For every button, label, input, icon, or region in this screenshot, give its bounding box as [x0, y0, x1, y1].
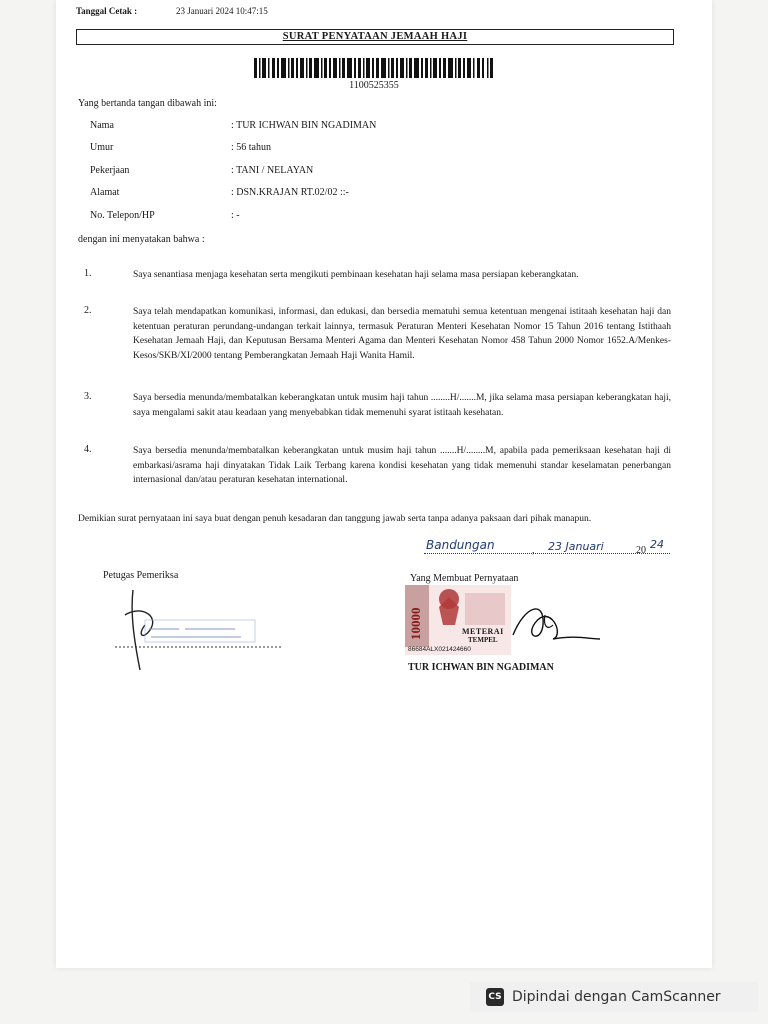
field-value-nama: : TUR ICHWAN BIN NGADIMAN	[231, 120, 377, 131]
print-date-label: Tanggal Cetak :	[76, 6, 138, 16]
camscanner-text: Dipindai dengan CamScanner	[512, 989, 721, 1005]
statement-number: 4.	[84, 444, 92, 455]
field-value-umur: : 56 tahun	[231, 142, 271, 153]
statement-number: 2.	[84, 305, 92, 316]
date-line	[424, 552, 670, 554]
statement-text: Saya bersedia menunda/membatalkan keberangkatan untuk musim haji tahun ........H/.......M, jika selama masa persiapan keberangkatan haji, saya mengalami sakit atau keadaan yang menyebabkan tidak memenuhi syarat istitaah kesehatan.	[133, 393, 671, 418]
field-value-alamat: : DSN.KRAJAN RT.02/02 ::-	[231, 187, 349, 198]
place-handwritten: Bandungan	[426, 538, 495, 552]
statement-text: Saya telah mendapatkan komunikasi, informasi, dan edukasi, dan bersedia mematuhi semua ketentuan mengenai istitaah kesehatan haji dan ketentuan peraturan perundang-undangan terkait lainnya, termasuk Peraturan Menteri Kesehatan Nomor 15 Tahun 2016 tentang Istithaah Kesehatan Jemaah Haji, dan Keputusan Bersama Menteri Agama dan Menteri Kesehatan Nomor 458 Tahun 2000 Nomor 1652.A/Menkes-Kesos/SKB/XI/2000 tentang Pemberangkatan Jemaah Haji Wanita Hamil.	[133, 307, 671, 361]
statement-text: Saya bersedia menunda/membatalkan keberangkatan untuk musim haji tahun .......H/........M, apabila pada pemeriksaan kesehatan haji di embarkasi/asrama haji dinyatakan Tidak Laik Terbang karena kondisi kesehatan yang tidak memenuhi standar keselamatan penerbangan internasional dan/atau peraturan kesehatan international.	[133, 446, 671, 486]
camscanner-watermark	[470, 982, 758, 1012]
print-date-value: 23 Januari 2024 10:47:15	[176, 6, 268, 16]
intro-text: Yang bertanda tangan dibawah ini:	[78, 98, 217, 109]
field-value-pekerjaan: : TANI / NELAYAN	[231, 165, 314, 176]
date-separator: ,	[532, 545, 535, 556]
statement-number: 3.	[84, 391, 92, 402]
closing-text: Demikian surat pernyataan ini saya buat dengan penuh kesadaran dan tanggung jawab serta tanpa adanya paksaan dari pihak manapun.	[78, 514, 592, 524]
statement-text: Saya senantiasa menjaga kesehatan serta mengikuti pembinaan kesehatan haji selama masa persiapan keberangkatan.	[133, 270, 579, 280]
field-label-nama: Nama	[90, 120, 114, 131]
field-value-telepon: : -	[231, 210, 240, 221]
camscanner-logo-icon: CS	[486, 988, 504, 1006]
year-handwritten: 24	[650, 538, 664, 551]
declaration-intro: dengan ini menyatakan bahwa :	[78, 234, 205, 245]
examiner-label: Petugas Pemeriksa	[103, 570, 179, 581]
field-label-pekerjaan: Pekerjaan	[90, 165, 130, 176]
examiner-signature-icon	[115, 585, 285, 675]
field-label-umur: Umur	[90, 142, 114, 153]
field-label-telepon: No. Telepon/HP	[90, 210, 155, 221]
field-label-alamat: Alamat	[90, 187, 120, 198]
meterai-value: 10000	[408, 607, 423, 640]
meterai-code: 86684ALX021424660	[408, 646, 471, 653]
barcode-number: 1100525355	[349, 80, 399, 91]
declarant-label: Yang Membuat Pernyataan	[410, 573, 519, 584]
date-handwritten: 23 Januari	[548, 540, 604, 553]
declarant-signature-icon	[505, 595, 605, 655]
declarant-name: TUR ICHWAN BIN NGADIMAN	[408, 662, 554, 673]
year-prefix: 20	[636, 545, 646, 556]
statement-number: 1.	[84, 268, 92, 279]
document-title: SURAT PENYATAAN JEMAAH HAJI	[76, 29, 674, 45]
meterai-title: METERAI	[462, 627, 504, 636]
barcode	[254, 58, 494, 78]
meterai-subtitle: TEMPEL	[468, 636, 498, 644]
print-date-row	[76, 6, 268, 16]
